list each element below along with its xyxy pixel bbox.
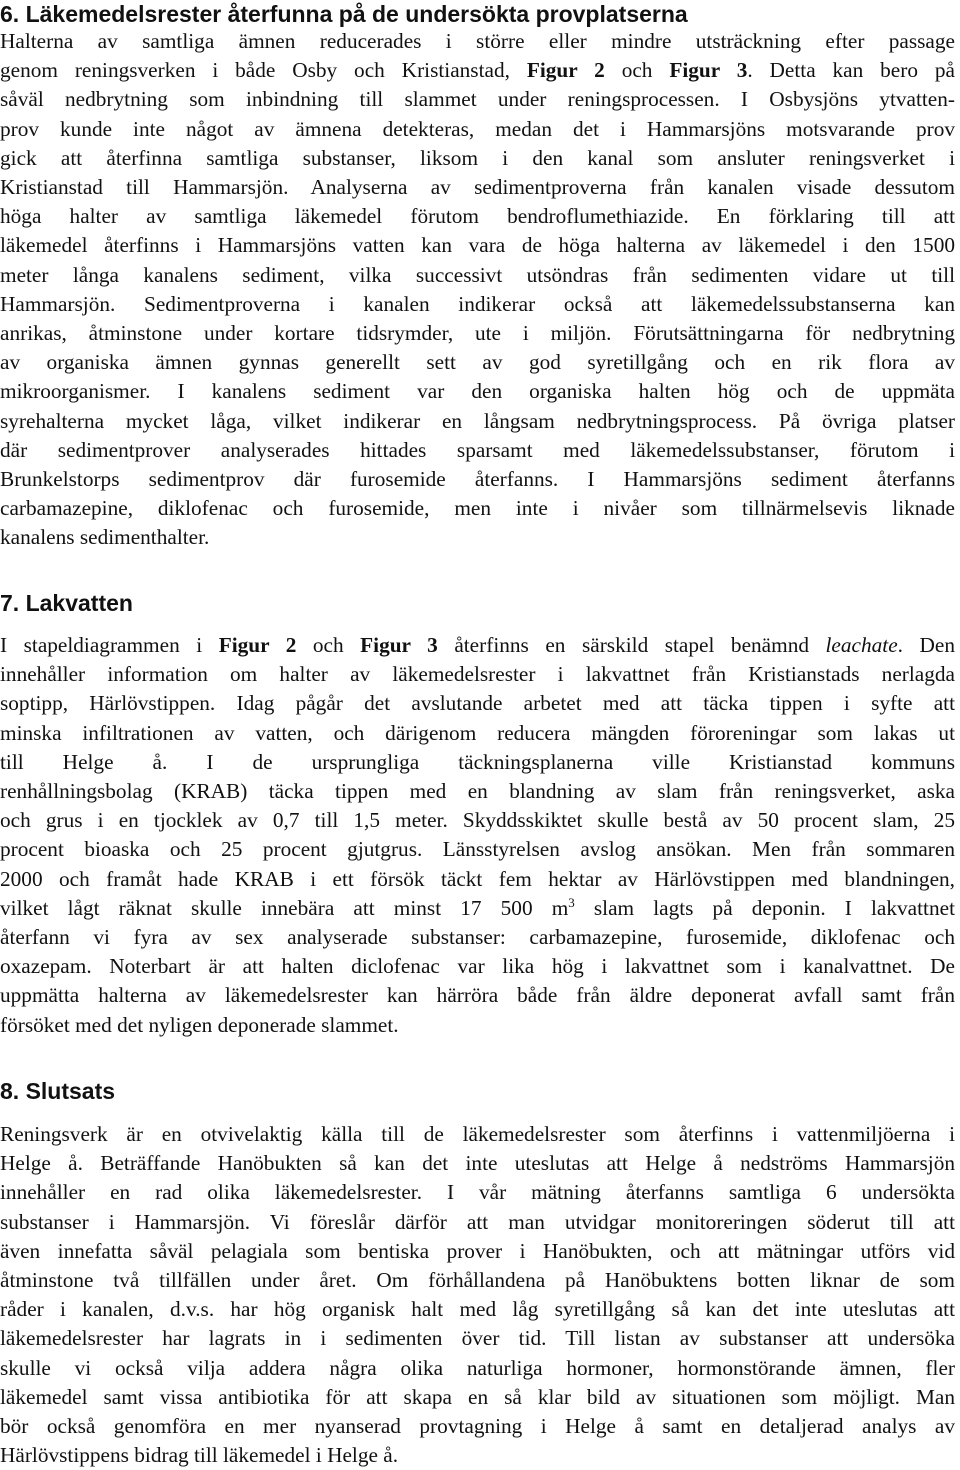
text-run: renhållningsbolag (KRAB) täcka tippen med en blandning av slam från reningsverket, aska <box>0 779 955 803</box>
text-line <box>0 348 955 377</box>
text-line <box>0 523 209 552</box>
text-run: av organiska ämnen gynnas generellt sett av god syretillgång och en rik flora av <box>0 350 955 375</box>
text-line <box>0 1383 955 1412</box>
text-run: prov kunde inte något av ämnena detekteras, medan det i Hammarsjöns motsvarande prov <box>0 116 955 141</box>
text-line <box>0 261 955 290</box>
text-run: substanser i Hammarsjön. Vi föreslår därför att man utvidgar monitoreringen söderut till att <box>0 1209 955 1234</box>
text-line <box>0 436 955 465</box>
text-run: återfann vi fyra av sex analyserade substanser: carbamazepine, furosemide, diklofenac och <box>0 925 955 949</box>
text-line <box>0 1412 955 1441</box>
text-run: och grus i en tjocklek av 0,7 till 1,5 meter. Skyddsskiktet skulle bestå av 50 procent slam, 25 <box>0 808 955 833</box>
text-run: Reningsverk är en otvivelaktig källa till de läkemedelsrester som återfinns i vattenmiljöerna i <box>0 1122 955 1146</box>
text-line <box>0 1441 398 1470</box>
text-line <box>0 748 955 777</box>
text-run: I stapeldiagrammen i <box>0 633 219 657</box>
text-line <box>0 173 955 202</box>
text-run: soptipp, Härlövstippen. Idag pågår det avslutande arbetet med att täcka tippen i syfte att <box>0 691 955 716</box>
section-heading: 7. Lakvatten <box>0 590 133 616</box>
text-line <box>0 85 955 114</box>
text-run: . Detta kan bero på <box>747 58 955 83</box>
text-run: genom reningsverken i både Osby och Kristianstad, <box>0 58 527 83</box>
text-line <box>0 1120 955 1149</box>
figure-reference: Figur 3 <box>669 58 748 83</box>
text-line <box>0 660 955 689</box>
text-run: Hammarsjön. Sedimentproverna i kanalen indikerar också att läkemedelssubstanserna kan <box>0 291 955 316</box>
text-line <box>0 777 955 806</box>
text-line <box>0 894 955 923</box>
text-run: åtminstone två tillfällen under året. Om förhållandena på Hanöbuktens botten liknar de som <box>0 1268 955 1292</box>
text-run: vilket lågt räknat skulle innebära att minst 17 500 m <box>0 895 569 920</box>
figure-reference: Figur 2 <box>526 58 605 83</box>
text-run: meter långa kanalens sediment, vilka successivt utsöndras från sedimenten vidare ut till <box>0 262 955 287</box>
text-line <box>0 865 955 894</box>
text-run: 2000 och framåt hade KRAB i ett försök täckt fem hektar av Härlövstippen med blandningen, <box>0 866 955 891</box>
text-run: till Helge å. I de ursprungliga täckningsplanerna ville Kristianstad kommuns <box>0 749 955 774</box>
text-line <box>0 56 955 85</box>
text-line <box>0 1324 955 1353</box>
section-heading: 6. Läkemedelsrester återfunna på de undersökta provplatserna <box>0 1 688 27</box>
text-line <box>0 835 955 864</box>
text-run: och <box>296 633 361 657</box>
text-line <box>0 1295 955 1324</box>
text-line <box>0 923 955 952</box>
text-line <box>0 231 955 260</box>
figure-reference: Figur 2 <box>218 633 297 657</box>
text-run: bör också genomföra en mer nyanserad provtagning i Helge å samt en detaljerad analys av <box>0 1414 955 1438</box>
text-run: syrehalterna mycket låga, vilket indikerar en långsam nedbrytningsprocess. På övriga platser <box>0 408 955 433</box>
text-run: Härlövstippens bidrag till läkemedel i Helge å. <box>0 1443 399 1468</box>
text-run: innehåller en rad olika läkemedelsrester. I vår mätning återfanns samtliga 6 undersökta <box>0 1180 955 1205</box>
text-run: innehåller information om halter av läkemedelsrester i lakvattnet från Kristianstads nerlagda <box>0 662 955 687</box>
section-heading: 8. Slutsats <box>0 1078 116 1104</box>
text-line <box>0 1178 955 1207</box>
text-line <box>0 952 955 981</box>
text-run: Helge å. Beträffande Hanöbukten så kan det inte uteslutas att Helge å nedströms Hammarsjön <box>0 1151 955 1176</box>
text-run: gick att återfinna samtliga substanser, liksom i den kanal som ansluter reningsverket i <box>0 145 955 170</box>
text-line <box>0 144 955 173</box>
text-run: läkemedel återfinns i Hammarsjöns vatten kan vara de höga halterna av läkemedel i den 1500 <box>0 233 955 258</box>
text-line <box>0 27 955 56</box>
text-line <box>0 719 955 748</box>
text-run: och <box>604 58 670 83</box>
text-run: kanalens sedimenthalter. <box>0 525 210 550</box>
text-run: såväl nedbrytning som inbindning till slammet under reningsprocessen. I Osbysjöns ytvatten- <box>0 87 955 112</box>
text-run: minska infiltrationen av vatten, och därigenom reducera mängden föroreningar som lakas ut <box>0 720 955 745</box>
text-line <box>0 115 955 144</box>
text-run: slam lagts på deponin. I lakvattnet <box>574 895 955 920</box>
text-run: carbamazepine, diklofenac och furosemide, men inte i nivåer som tillnärmelsevis liknade <box>0 496 955 521</box>
figure-reference: Figur 3 <box>360 633 438 657</box>
text-run: återfinns en särskild stapel benämnd <box>437 633 826 657</box>
text-run: även innefatta såväl pelagiala som bentiska prover i Hanöbukten, och att mätningar utförs vid <box>0 1238 955 1263</box>
text-run: Brunkelstorps sedimentprov där furosemide återfanns. I Hammarsjöns sediment återfanns <box>0 467 955 491</box>
text-run: . Den <box>897 633 955 657</box>
text-line <box>0 689 955 718</box>
text-line <box>0 981 955 1010</box>
text-run: försöket med det nyligen deponerade slammet. <box>0 1012 399 1037</box>
text-run: höga halter av samtliga läkemedel förutom bendroflumethiazide. En förklaring till att <box>0 204 955 229</box>
text-run: Halterna av samtliga ämnen reducerades i större eller mindre utsträckning efter passage <box>0 29 955 53</box>
text-run: uppmätta halterna av läkemedelsrester kan härröra både från äldre deponerat avfall samt från <box>0 983 955 1008</box>
text-run: råder i kanalen, d.v.s. har hög organisk halt med låg syretillgång så kan det inte uteslutas att <box>0 1297 955 1322</box>
text-line <box>0 631 955 660</box>
text-run: procent bioaska och 25 procent gjutgrus. Länsstyrelsen avslog ansökan. Men från sommaren <box>0 837 955 862</box>
text-run: där sedimentprover analyserades hittades sparsamt med läkemedelssubstanser, förutom i <box>0 437 955 462</box>
emphasis-text: leachate <box>825 633 898 657</box>
text-line <box>0 806 955 835</box>
text-line <box>0 407 955 436</box>
text-run: läkemedelsrester har lagrats in i sedimenten över tid. Till listan av substanser att undersöka <box>0 1326 955 1351</box>
text-line <box>0 1354 955 1383</box>
text-run: mikroorganismer. I kanalens sediment var den organiska halten hög och de uppmäta <box>0 379 955 404</box>
text-line <box>0 1011 399 1040</box>
text-run: oxazepam. Noterbart är att halten diclofenac var lika hög i lakvattnet som i kanalvattnet. De <box>0 954 955 979</box>
text-line <box>0 319 955 348</box>
text-line <box>0 1237 955 1266</box>
text-line <box>0 290 955 319</box>
text-line <box>0 202 955 231</box>
text-line <box>0 465 955 494</box>
text-line <box>0 1149 955 1178</box>
text-run: Kristianstad till Hammarsjön. Analyserna av sedimentproverna från kanalen visade dessutom <box>0 175 955 199</box>
text-line <box>0 377 955 406</box>
text-run: läkemedel samt vissa antibiotika för att skapa en så klar bild av situationen som möjligt. Man <box>0 1384 955 1409</box>
text-line <box>0 1266 955 1295</box>
superscript: 3 <box>568 894 575 910</box>
text-line <box>0 494 955 523</box>
text-line <box>0 1208 955 1237</box>
text-run: skulle vi också vilja addera några olika naturliga hormoner, hormonstörande ämnen, fler <box>0 1355 955 1380</box>
text-run: anrikas, åtminstone under kortare tidsrymder, ute i miljön. Förutsättningarna för nedbrytning <box>0 321 955 345</box>
